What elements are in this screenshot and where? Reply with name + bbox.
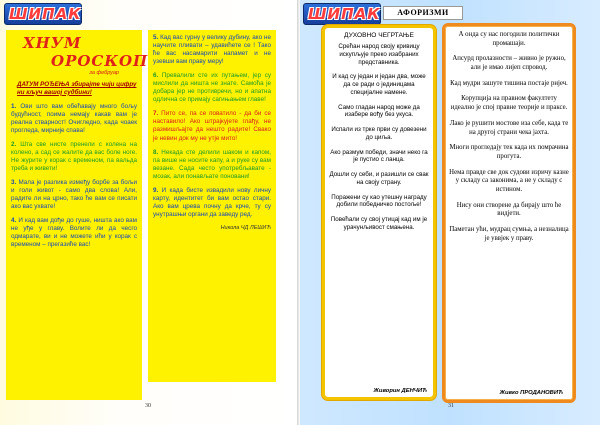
aphorism-list-right (449, 31, 569, 243)
horoscope-entry (11, 103, 137, 135)
aphorism: Нема правде све док судови изричу казне у складу са законима, а не у складу с истином. (449, 168, 569, 193)
entry-number: 1. (11, 102, 17, 110)
horoscope-column-2 (148, 30, 276, 382)
horoscope-list-2 (153, 34, 271, 219)
horoscope-column-1 (6, 30, 149, 400)
dedication: за фебруар (89, 70, 119, 76)
aphorism: Испали из трке први су довезени до циља. (331, 126, 427, 141)
magazine-logo (4, 3, 82, 25)
title-line-2: ОРОСКОП (51, 52, 149, 70)
left-box-signature: Живорин ДЕНЧИЋ (373, 388, 427, 394)
right-box-signature: Живко ПРОДАНОВИЋ (499, 390, 563, 396)
horoscope-entry (153, 72, 271, 104)
aphorism: Лако је рушити мостове иза себе, када те на другој страни чека јахта. (449, 119, 569, 136)
logo-text: ШИПАК (9, 5, 82, 23)
entry-text: И кад вам дође до гуше, ништа ако вам не уђе у главу. Волите ли да чесго одмарате, ви и не можете ићи у корак с временом – прегазиће вас! (11, 217, 137, 249)
entry-text: Превалили сте их путањем, јер су мислили да ништа не знате. Самоћа је добара јер не противречи, но и апатна одлична се примају сагињањем главе! (153, 72, 271, 104)
entry-number: 2. (11, 140, 17, 148)
aphorism-heading: ДУХОВНО ЧЕГРТАЊЕ (344, 32, 414, 39)
entry-text: Ови што вам обећавају много бољу будућност, поима немају какав вам је реалнa стварност! Очигледно, када чоаек прогледа, мирније спава! (11, 102, 138, 134)
horoscope-entry (11, 217, 137, 249)
horoscope-list-1 (11, 103, 137, 250)
aphorism: Апсурд пролазности – живно је ружно, али је имао лијеп спровод. (452, 55, 566, 72)
author-signature: Никола ЧД ЛЕШИЋ (220, 224, 271, 231)
intro-text: ДАТУМ РОЂЕЊА збирајте чији цифру ни кључ вашој судбини! (17, 81, 137, 96)
horoscope-entry (153, 187, 271, 219)
aphorism-box-right (442, 23, 576, 403)
entry-text: И када бисте извадили нову личну карту, идентитет би вам остао стари. Ако вам црева почну да крче, ту су унутрашњи органи да заведу ред. (153, 186, 271, 218)
entry-text: Шта све нисте пренели с колена на колено, а сад се жалите да вас боле ноге. Не журите у корак с временом, па вальда треба и живети! (11, 140, 137, 172)
entry-number: 7. (153, 110, 159, 118)
aphorism: Кад мудри зашуте тишина постаје ријеч. (450, 79, 568, 87)
magazine-logo-right (303, 3, 381, 25)
aphorism: Поражени су као утешну награду добили победничко постоље! (331, 193, 427, 209)
entry-number: 4. (11, 217, 17, 225)
entry-text: Некада сте делили шаком и капом, па више не носите капу, а и руке су вам везане. Сада често употребљавате - мозак, али понављате поновани! (153, 148, 271, 180)
horoscope-entry (153, 149, 271, 181)
logo-text-right: ШИПАК (308, 5, 381, 23)
page-number-right: 31 (448, 403, 454, 409)
section-title: АФОРИЗМИ (383, 6, 463, 20)
entry-number: 5. (153, 34, 159, 41)
entry-number: 9. (153, 186, 159, 194)
horoscope-entry (11, 179, 137, 211)
aphorism: Корупција на правном факултету идеално је спој правне теорије и праксе. (450, 95, 568, 112)
right-page (300, 0, 600, 425)
aphorism: Нису они створене да бирају што ће видјети. (456, 201, 562, 218)
aphorism: И кад су један и један два, може да се ради о јединицама специјалне намене. (332, 73, 426, 96)
aphorism-box-left (322, 25, 436, 400)
aphorism: А онда су нас погодили политички промашаји. (458, 31, 560, 47)
entry-text: Мала је разлика између борбе за бољи и голи живот - само два слова! Али, радите ли на црно, тако ће вам се писати ако вас ухвате! (11, 178, 137, 211)
aphorism: Многи прогледају тек када их помрачина прогута. (449, 144, 569, 160)
entry-number: 3. (11, 178, 17, 186)
entry-text: Пито се, па се поватило - да би се наставило! Ако штрајкујете глађу, не размишљајте да нешто радите! Свако је невин док му не утје мито! (153, 110, 271, 142)
title-line-1: ХНУМ (23, 34, 82, 52)
entry-text: Кад вас гурну у велику дубину, ако не научите пливати – удавићете се ! Тако ће вас насамарити напамет и не узевши вам праву меру! (153, 34, 271, 66)
entry-number: 8. (153, 148, 159, 156)
entry-number: 6. (153, 72, 159, 80)
aphorism: Само гладан народ може да изабере вођу без укуса. (338, 103, 420, 119)
aphorism: Повећали су свој утицај кад им је урачунљивост смањена. (330, 216, 428, 231)
horoscope-entry (153, 110, 271, 142)
page-number-left: 30 (145, 403, 151, 409)
aphorism: Ако размум победи, значи неко га је пустио с ланца. (330, 148, 428, 164)
aphorism: Паметан ући, мудрац сумња, а незналица је уввјек у праву. (449, 226, 569, 242)
aphorism-list-left (329, 43, 429, 232)
horoscope-entry (11, 141, 137, 173)
aphorism: Срећан народ своју кривицу искупљује преко изабраних представника. (338, 43, 420, 66)
horoscope-entry (153, 34, 271, 66)
aphorism: Дошли су себи, и разишли се свак на своју страну. (329, 171, 429, 186)
